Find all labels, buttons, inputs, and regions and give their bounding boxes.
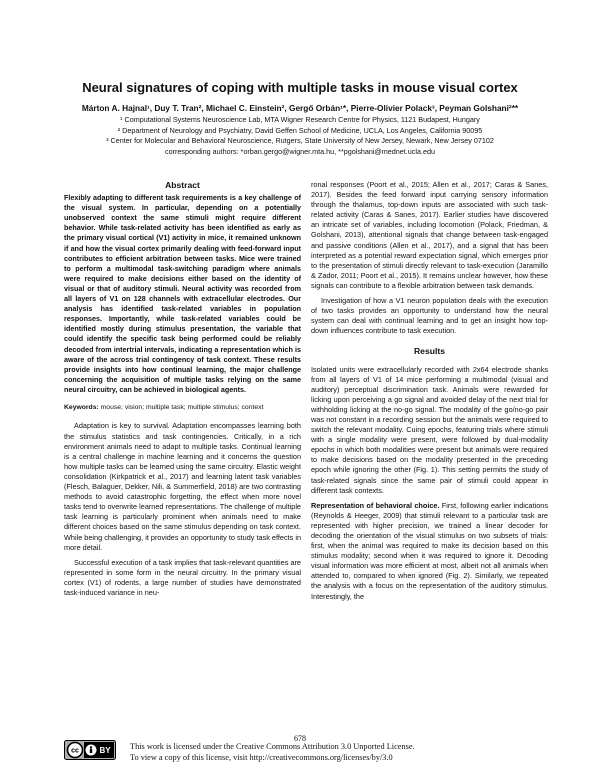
affiliation-2: ² Department of Neurology and Psychiatry, David Geffen School of Medicine, UCLA, Los Angeles, California 90095 [117, 125, 483, 135]
keywords-label: Keywords: [64, 403, 99, 411]
representation-text: First, following earlier indications (Reynolds & Heeger, 2009) that stimuli relevant to a particular task are represented with higher precision, we trained a linear decoder for decoding the orientation of the visual stimulus on two subsets of trials: first, when the animal was required to make its decision based on this stimulus modality; second when it was required to ignore it. Decoding visual information was more efficient at most, albeit not all animals when attended to, compared to when ignored (Fig. 2). Similarly, we repeated the analysis with a focus on the representation of the auditory stimulus. Interestingly, the [311, 500, 549, 601]
affiliations [0, 115, 600, 157]
results-heading: Results [413, 346, 446, 357]
license-notice [130, 742, 415, 763]
right-column [311, 180, 548, 602]
intro-paragraph-4: Investigation of how a V1 neuron population deals with the execution of two tasks provides an opportunity to understand how the neural system can deal with continual learning and to get an insight how top-down influences contribute to task execution. [311, 296, 548, 336]
results-paragraph: Isolated units were extracellularly recorded with 2x64 electrode shanks from all layers of V1 of 14 mice performing a multimodal (visual and auditory) perceptual discrimination task. Animals were rewarded for licking upon perceiving a go signal and avoided delay of the next trial for withholding licking at the no-go signal. The modality of the go/no-go pair was not constant in a recording session but the animals were required to switch the relevant modality. Cuing epochs, featuring trials where stimuli with a single modality were present, were followed by dual-modality epochs in which both modalities were present but animals were required to make decisions based on the modality presented in the preceding epoch while ignoring the other (Fig. 1). This setting permits the study of task-related signals since the same pair of stimuli could appear in different task contexts. [311, 364, 548, 495]
page-number: 678 [294, 734, 306, 743]
cc-by-license-icon [64, 740, 116, 760]
representation-heading: Representation of behavioral choice. [311, 500, 440, 510]
intro-paragraph-2: Successful execution of a task implies that task-relevant quantities are represented in some form in the neural circuitry. In the primary visual cortex (V1) of rodents, a large number of studies have demonstrated task-induced variance in neu- [64, 557, 301, 597]
abstract-heading: Abstract [165, 180, 200, 190]
license-line-2: To view a copy of this license, visit http://creativecommons.org/licenses/by/3.0 [130, 752, 393, 762]
license-line-1: This work is licensed under the Creative Commons Attribution 3.0 Unported License. [130, 742, 415, 751]
abstract-text: Flexibly adapting to different task requirements is a key challenge of the visual system. In particular, depending on a potentially unobserved context the same stimuli might require different behavior. While task-related activity has been identified as early as the primary visual cortical (V1) activity in mice, it remained unknown if and how the visual cortex primarily dealing with feed-forward input contributes to efficient arbitration between tasks. Mice were trained to perform a multimodal task-switching paradigm where animals were required to make decisions either based on the identity of visual or that of auditory stimuli. Neural activity was recorded from all layers of V1 on 128 channels with extracellular electrodes. Our analysis has identified task-related variables in population responses. Importantly, while task-related variables could be identified mostly during stimulus presentation, the variable that could identify the specific task being performed could be reliably decoded from intertrial intervals, indicating a representation which is aware of the across trial contingency of task context. These results provide insights into how continual learning, the major challenge concerning the acquisition of multiple tasks relying on the same neural circuitry, can be achieved in biological agents. [64, 193, 301, 394]
affiliation-3: ³ Center for Molecular and Behavioral Neuroscience, Rutgers, State University of New Jersey, Newark, New Jersey 07102 [106, 136, 494, 145]
intro-paragraph-3: ronal responses (Poort et al., 2015; Allen et al., 2017; Caras & Sanes, 2017). Besides the feed forward input carrying sensory information through the thalamus, top-down inputs are associated with such task-related activity (Caras & Sanes, 2017). Earlier studies have discovered an intricate set of variables, including locomotion (Polack, Friedman, & Golshani, 2013), attentional signals that change between task-engaged and passive conditions (Allen et al., 2017), and a signal that has been interpreted as a potential reward expectation signal, which emerges prior to the presentation of stimuli directly relevant to task-execution (Jaramillo & Zador, 2011; Poort et al., 2015). It remains unclear however, how these signals can contribute to a flexible arbitration between task demands. [311, 180, 548, 290]
author-list: Márton A. Hajnal¹, Duy T. Tran², Michael C. Einstein², Gergő Orbán¹*, Pierre-Olivier Polack³, Peyman Golshani²** [81, 103, 519, 113]
left-column [64, 180, 301, 598]
intro-paragraph-1: Adaptation is key to survival. Adaptation encompasses learning both the stimulus statistics and task contingencies. Critically, in a rich environment animals need to adapt to multiple tasks. Continual learning is a central challenge in machine learning and it concerns the question how multiple tasks can be learned using the same circuitry. Elastic weight consolidation (Kirkpatrick et al., 2017) and learning latent task variables (Flesch, Balaguer, Dekker, Nili, & Summerfield, 2018) are two contrasting methods to avoid catastrophic forgetting, the effect when more novel tasks tend to overwrite learned representations. The challenge of multiple task learning is particularly prominent when animals need to make different choices based on the same stimulus depending on task context. While being challenging, it provides an opportunity to study task effects in more detail. [64, 421, 301, 552]
cc-label: cc [71, 747, 79, 755]
paper-title: Neural signatures of coping with multiple tasks in mouse visual cortex [82, 80, 518, 95]
by-label: BY [99, 746, 111, 755]
representation-paragraph [311, 501, 548, 602]
corresponding-authors: corresponding authors: *orban.gergo@wigner.mta.hu, **pgolshani@mednet.ucla.edu [165, 146, 435, 156]
affiliation-1: ¹ Computational Systems Neuroscience Lab, MTA Wigner Research Centre for Physics, 1121 Budapest, Hungary [120, 115, 480, 124]
keywords [64, 403, 301, 413]
keywords-text: mouse; vision; multiple task; multiple stimulus; context [100, 403, 264, 411]
